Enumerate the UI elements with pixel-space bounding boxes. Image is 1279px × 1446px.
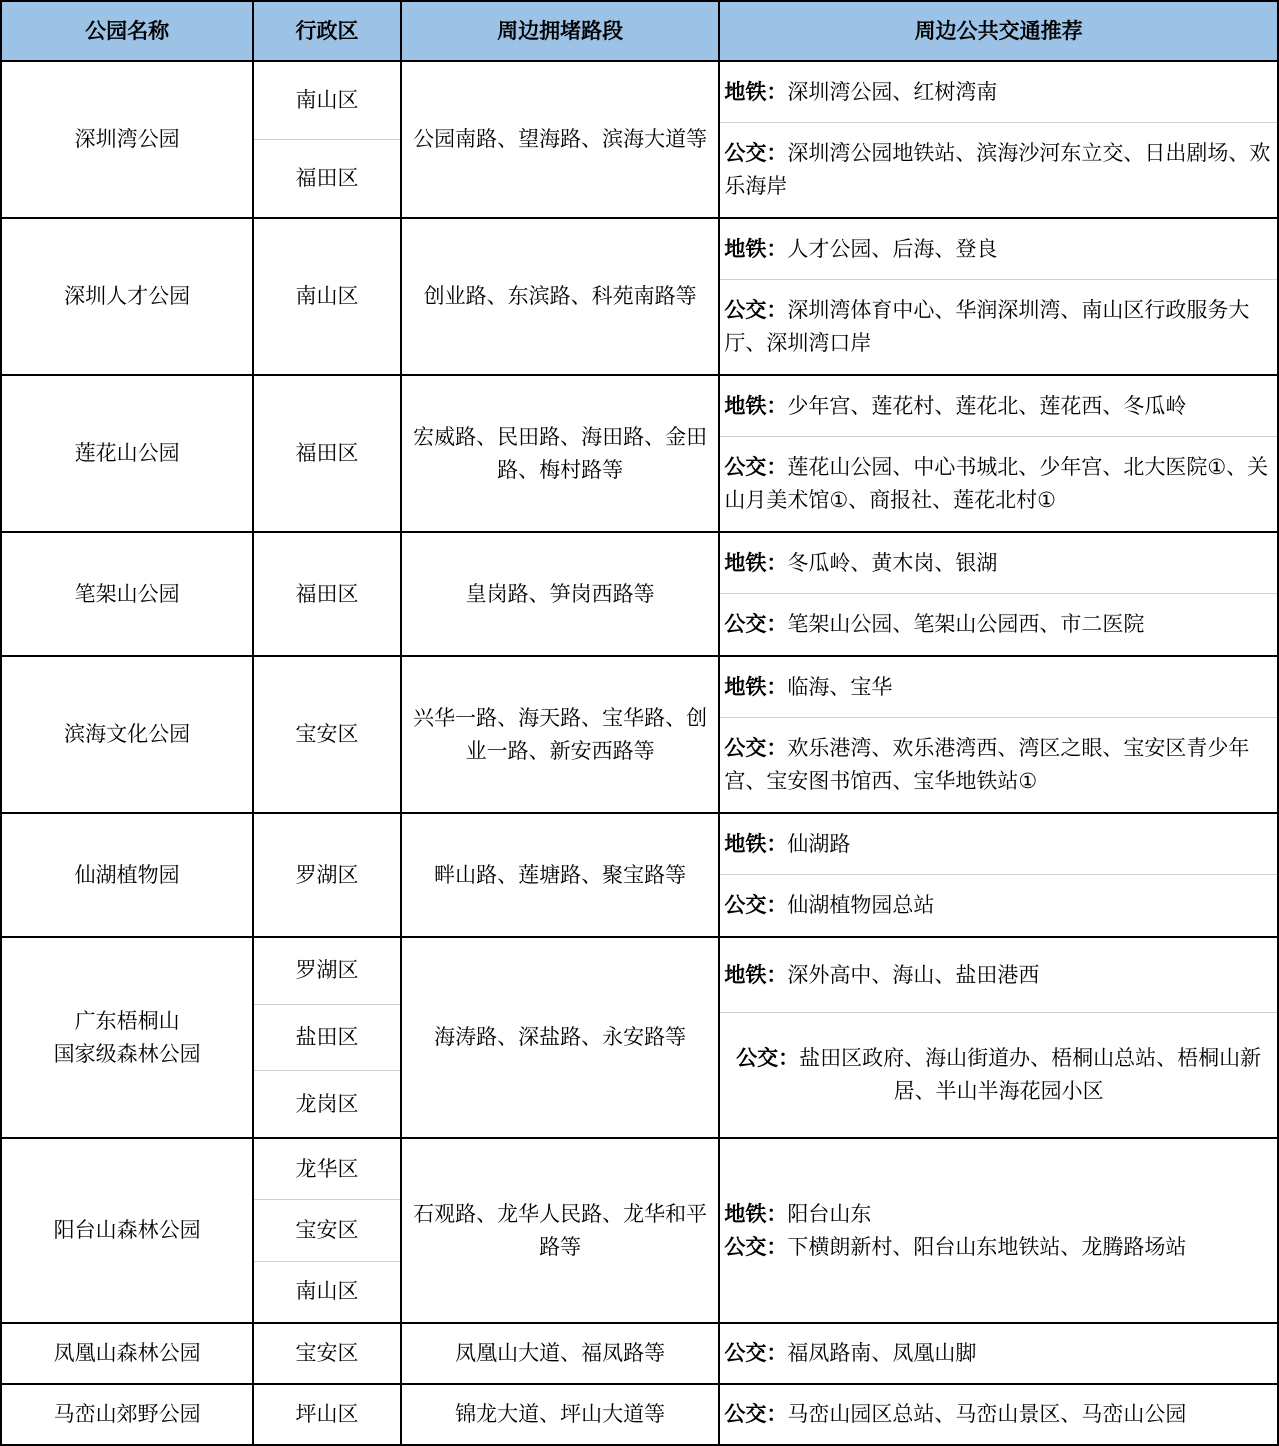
metro-line — [720, 219, 1277, 279]
bus-label: 公交： — [724, 736, 788, 760]
metro-stations: 仙湖路 — [787, 831, 851, 856]
district: 罗湖区 — [295, 958, 359, 983]
bus-stops: 福凤路南、凤凰山脚 — [787, 1341, 977, 1365]
table-row — [1, 218, 1278, 375]
congested-roads: 宏威路、民田路、海田路、金田路、梅村路等 — [401, 375, 719, 532]
bus-stops: 深圳湾体育中心、华润深圳湾、南山区行政服务大厅、深圳湾口岸 — [724, 298, 1250, 355]
metro-stations: 少年宫、莲花村、莲花北、莲花西、冬瓜岭 — [787, 393, 1187, 418]
district: 福田区 — [253, 532, 401, 656]
congested-roads: 锦龙大道、坪山大道等 — [401, 1384, 719, 1445]
metro-label: 地铁： — [724, 236, 788, 261]
district: 福田区 — [253, 375, 401, 532]
congested-roads: 皇岗路、笋岗西路等 — [401, 532, 719, 656]
park-name: 莲花山公园 — [1, 375, 253, 532]
metro-line — [720, 938, 1277, 1012]
park-name: 凤凰山森林公园 — [1, 1323, 253, 1384]
district: 福田区 — [254, 139, 400, 217]
table-row — [1, 1323, 1278, 1384]
park-name: 阳台山森林公园 — [1, 1138, 253, 1323]
metro-label: 地铁： — [724, 393, 788, 418]
metro-line — [720, 62, 1277, 122]
metro-label: 地铁： — [724, 550, 788, 575]
bus-label: 公交： — [724, 1402, 788, 1426]
metro-line — [724, 1198, 1273, 1231]
header-row — [1, 1, 1278, 61]
bus-stops: 马峦山园区总站、马峦山景区、马峦山公园 — [787, 1402, 1187, 1426]
bus-line — [720, 717, 1277, 812]
bus-line — [720, 874, 1277, 936]
metro-stations: 深圳湾公园、红树湾南 — [787, 79, 998, 104]
metro-line — [720, 533, 1277, 593]
metro-label: 地铁： — [724, 79, 788, 104]
bus-line — [720, 1012, 1277, 1137]
congested-roads: 公园南路、望海路、滨海大道等 — [401, 61, 719, 218]
bus-stops: 下横朗新村、阳台山东地铁站、龙腾路场站 — [787, 1234, 1187, 1259]
congested-roads: 创业路、东滨路、科苑南路等 — [401, 218, 719, 375]
table-row — [1, 813, 1278, 937]
transit-cell — [719, 218, 1278, 375]
congested-roads: 石观路、龙华人民路、龙华和平路等 — [401, 1138, 719, 1323]
bus-label: 公交： — [724, 612, 788, 636]
district: 宝安区 — [253, 1323, 401, 1384]
metro-label: 地铁： — [724, 674, 788, 699]
bus-stops: 笔架山公园、笔架山公园西、市二医院 — [787, 612, 1145, 636]
park-name-line: 国家级森林公园 — [53, 1041, 201, 1066]
transit-cell — [719, 813, 1278, 937]
district: 南山区 — [295, 88, 359, 112]
park-name-line: 广东梧桐山 — [74, 1008, 180, 1033]
district-cell — [253, 61, 401, 218]
bus-stops: 欢乐港湾、欢乐港湾西、湾区之眼、宝安区青少年宫、宝安图书馆西、宝华地铁站① — [724, 736, 1250, 793]
table-row — [1, 656, 1278, 813]
header-transit: 周边公共交通推荐 — [719, 1, 1278, 61]
metro-stations: 深外高中、海山、盐田港西 — [787, 962, 1040, 987]
metro-stations: 人才公园、后海、登良 — [787, 236, 998, 261]
table-row — [1, 1138, 1278, 1323]
metro-stations: 临海、宝华 — [787, 674, 893, 699]
bus-stops: 莲花山公园、中心书城北、少年宫、北大医院①、关山月美术馆①、商报社、莲花北村① — [724, 455, 1269, 512]
bus-label: 公交： — [736, 1046, 800, 1070]
bus-label: 公交： — [724, 1341, 788, 1365]
metro-label: 地铁： — [724, 962, 788, 987]
table-row — [1, 375, 1278, 532]
district: 罗湖区 — [253, 813, 401, 937]
table-row — [1, 1384, 1278, 1445]
bus-line — [720, 593, 1277, 655]
transit-cell — [719, 1323, 1278, 1384]
bus-label: 公交： — [724, 1234, 788, 1259]
table-row — [1, 937, 1278, 1138]
park-name: 深圳人才公园 — [1, 218, 253, 375]
park-name: 滨海文化公园 — [1, 656, 253, 813]
park-name — [1, 937, 253, 1138]
district: 南山区 — [253, 218, 401, 375]
district: 龙岗区 — [254, 1070, 400, 1137]
district-cell — [253, 1138, 401, 1323]
metro-line — [720, 657, 1277, 717]
bus-label: 公交： — [724, 455, 788, 479]
metro-label: 地铁： — [724, 831, 788, 856]
park-name: 笔架山公园 — [1, 532, 253, 656]
park-name: 马峦山郊野公园 — [1, 1384, 253, 1445]
district: 宝安区 — [254, 1199, 400, 1260]
table-row — [1, 532, 1278, 656]
bus-line — [720, 436, 1277, 531]
transit-cell — [719, 375, 1278, 532]
park-name: 深圳湾公园 — [1, 61, 253, 218]
header-district: 行政区 — [253, 1, 401, 61]
congested-roads: 兴华一路、海天路、宝华路、创业一路、新安西路等 — [401, 656, 719, 813]
transit-cell — [719, 937, 1278, 1138]
district: 龙华区 — [295, 1156, 359, 1181]
transit-cell — [719, 656, 1278, 813]
congested-roads: 凤凰山大道、福凤路等 — [401, 1323, 719, 1384]
metro-line — [720, 814, 1277, 874]
header-park: 公园名称 — [1, 1, 253, 61]
district: 盐田区 — [254, 1004, 400, 1071]
bus-line — [720, 279, 1277, 374]
table-row — [1, 61, 1278, 218]
metro-line — [720, 376, 1277, 436]
park-name: 仙湖植物园 — [1, 813, 253, 937]
bus-label: 公交： — [724, 298, 788, 322]
bus-stops: 盐田区政府、海山街道办、梧桐山总站、梧桐山新居、半山半海花园小区 — [799, 1046, 1262, 1103]
header-roads: 周边拥堵路段 — [401, 1, 719, 61]
transit-cell — [719, 532, 1278, 656]
transit-cell — [719, 61, 1278, 218]
congested-roads: 海涛路、深盐路、永安路等 — [401, 937, 719, 1138]
transit-cell — [719, 1138, 1278, 1323]
metro-stations: 阳台山东 — [787, 1201, 872, 1226]
bus-stops: 深圳湾公园地铁站、滨海沙河东立交、日出剧场、欢乐海岸 — [724, 141, 1271, 198]
congested-roads: 畔山路、莲塘路、聚宝路等 — [401, 813, 719, 937]
metro-stations: 冬瓜岭、黄木岗、银湖 — [787, 550, 998, 575]
district-cell — [253, 937, 401, 1138]
bus-label: 公交： — [724, 141, 788, 165]
bus-label: 公交： — [724, 893, 788, 917]
district: 南山区 — [254, 1261, 400, 1322]
district: 宝安区 — [253, 656, 401, 813]
district: 坪山区 — [253, 1384, 401, 1445]
metro-label: 地铁： — [724, 1201, 788, 1226]
bus-line — [724, 1231, 1273, 1264]
bus-stops: 仙湖植物园总站 — [787, 893, 935, 917]
bus-line — [720, 122, 1277, 217]
transit-cell — [719, 1384, 1278, 1445]
